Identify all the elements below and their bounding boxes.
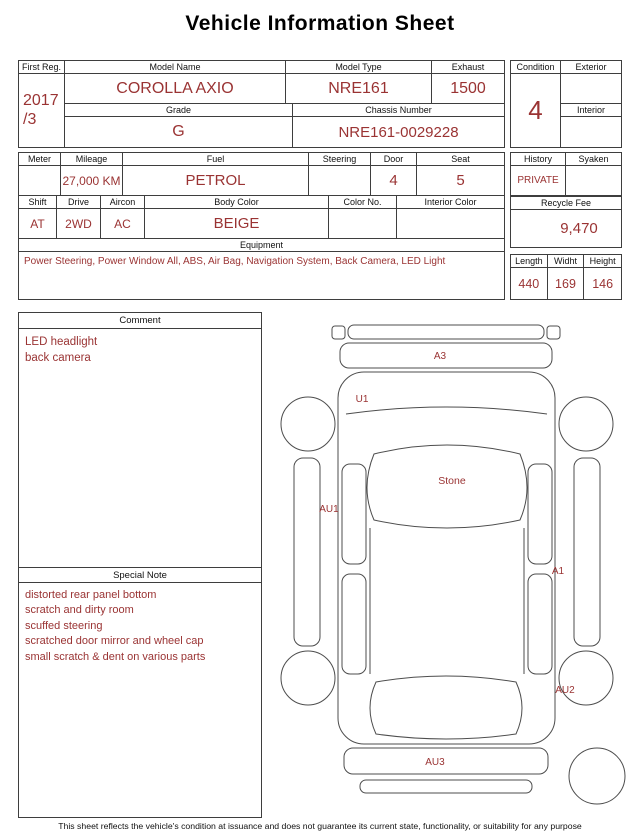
fuel-label: Fuel: [123, 153, 309, 166]
recycle-fee-value: 9,470: [560, 220, 598, 237]
wheel-front-left: [281, 651, 335, 705]
dimensions-table: [510, 254, 622, 300]
length-value: 440: [511, 268, 548, 299]
exterior-value: [561, 74, 621, 104]
grade-label: Grade: [65, 104, 293, 117]
width-value: 169: [548, 268, 585, 299]
syaken-label: Syaken: [566, 153, 621, 166]
model-type-label: Model Type: [286, 61, 432, 74]
rear-deck-line: [346, 407, 547, 414]
fuel-value: PETROL: [123, 166, 309, 195]
history-label: History: [511, 153, 566, 166]
page-title: Vehicle Information Sheet: [185, 12, 455, 35]
damage-label-au2: AU2: [555, 685, 575, 696]
drive-value: 2WD: [57, 209, 101, 238]
first-reg-cell: [19, 61, 65, 147]
equipment-value: Power Steering, Power Window All, ABS, Air Bag, Navigation System, Back Camera, LED Light: [24, 256, 446, 267]
rear-trim-left: [332, 326, 345, 339]
door-panel-right-rear: [528, 464, 552, 564]
chassis-number-value: NRE161-0029228: [338, 123, 459, 141]
door-label: Door: [371, 153, 417, 166]
interior-color-label: Interior Color: [397, 196, 504, 209]
special-note-line: small scratch & dent on various parts: [25, 650, 206, 663]
recycle-fee-label: Recycle Fee: [511, 197, 621, 210]
history-table: [510, 152, 622, 196]
condition-label: Condition: [511, 61, 560, 74]
special-note-line: distorted rear panel bottom: [25, 589, 157, 601]
seat-label: Seat: [417, 153, 504, 166]
exhaust-value: 1500: [450, 79, 486, 97]
seat-value: 5: [456, 172, 465, 189]
steering-label: Steering: [309, 153, 371, 166]
drive-label: Drive: [57, 196, 101, 209]
rear-trim-strip: [348, 325, 544, 339]
special-note-label: Special Note: [19, 567, 261, 583]
grade-value: G: [65, 117, 293, 147]
car-damage-diagram: [262, 312, 632, 817]
rear-trim-right: [547, 326, 560, 339]
condition-table: [510, 60, 622, 148]
first-reg-month: /3: [23, 110, 37, 128]
aircon-value: AC: [101, 209, 145, 238]
door-value: 4: [371, 166, 417, 195]
history-value: PRIVATE: [511, 166, 566, 195]
model-name-label: Model Name: [65, 61, 286, 74]
front-bumper: [344, 748, 548, 774]
windshield: [370, 676, 522, 739]
exterior-label: Exterior: [561, 61, 621, 74]
car-body-outline: [338, 372, 555, 744]
spare-tire: [569, 748, 625, 804]
first-reg-value: [19, 74, 64, 147]
wheel-rear-right: [559, 397, 613, 451]
comment-line: back camera: [25, 352, 91, 365]
chassis-number-label: Chassis Number: [293, 104, 504, 117]
first-reg-year: 2017: [23, 92, 59, 110]
comment-line: LED headlight: [25, 336, 98, 348]
damage-label-stone: Stone: [438, 475, 466, 487]
color-no-value: [329, 209, 397, 238]
registration-table: [18, 60, 505, 148]
rocker-panel-left: [294, 458, 320, 646]
condition-cell: [511, 61, 561, 147]
mileage-value: 27,000 KM: [61, 166, 123, 195]
rocker-panel-right: [574, 458, 600, 646]
special-note-line: scuffed steering: [25, 619, 103, 632]
details-table: [18, 152, 505, 300]
condition-score: 4: [528, 95, 543, 125]
door-panel-right-front: [528, 574, 552, 674]
first-reg-label: First Reg.: [19, 61, 64, 74]
damage-label-au1: AU1: [319, 504, 339, 515]
recycle-fee-table: [510, 196, 622, 248]
height-label: Height: [584, 255, 621, 268]
model-name-value: COROLLA AXIO: [65, 74, 286, 103]
comment-body: [19, 329, 261, 567]
front-trim-strip: [360, 780, 532, 793]
damage-label-au3: AU3: [425, 757, 445, 768]
mileage-label: Mileage: [61, 153, 123, 166]
special-note-line: scratch and dirty room: [25, 604, 134, 617]
body-color-label: Body Color: [145, 196, 329, 209]
shift-value: AT: [19, 209, 57, 238]
comment-box: [18, 312, 262, 818]
shift-label: Shift: [19, 196, 57, 209]
interior-color-value: [397, 209, 504, 238]
equipment-label: Equipment: [19, 239, 504, 252]
meter-value: [19, 166, 61, 195]
special-note-line: scratched door mirror and wheel cap: [25, 635, 204, 648]
width-label: Widht: [548, 255, 585, 268]
door-panel-left-rear: [342, 464, 366, 564]
comment-label: Comment: [19, 313, 261, 329]
wheel-front-right: [559, 651, 613, 705]
steering-value: [309, 166, 371, 195]
syaken-value: [566, 166, 621, 195]
door-panel-left-front: [342, 574, 366, 674]
exhaust-label: Exhaust: [432, 61, 504, 74]
interior-label: Interior: [561, 104, 621, 117]
meter-label: Meter: [19, 153, 61, 166]
footer-disclaimer: This sheet reflects the vehicle's condition at issuance and does not guarantee its current state, functionality, or suitability for any purpose: [58, 821, 582, 831]
body-color-value: BEIGE: [145, 209, 329, 238]
damage-label-u1: U1: [355, 394, 369, 405]
color-no-label: Color No.: [329, 196, 397, 209]
damage-label-a1: A1: [551, 566, 565, 577]
aircon-label: Aircon: [101, 196, 145, 209]
wheel-rear-left: [281, 397, 335, 451]
special-note-body: [19, 583, 261, 817]
length-label: Length: [511, 255, 548, 268]
interior-value: [561, 117, 621, 147]
damage-label-a3: A3: [433, 351, 447, 362]
model-type-value: NRE161: [286, 74, 432, 103]
height-value: 146: [592, 276, 614, 291]
